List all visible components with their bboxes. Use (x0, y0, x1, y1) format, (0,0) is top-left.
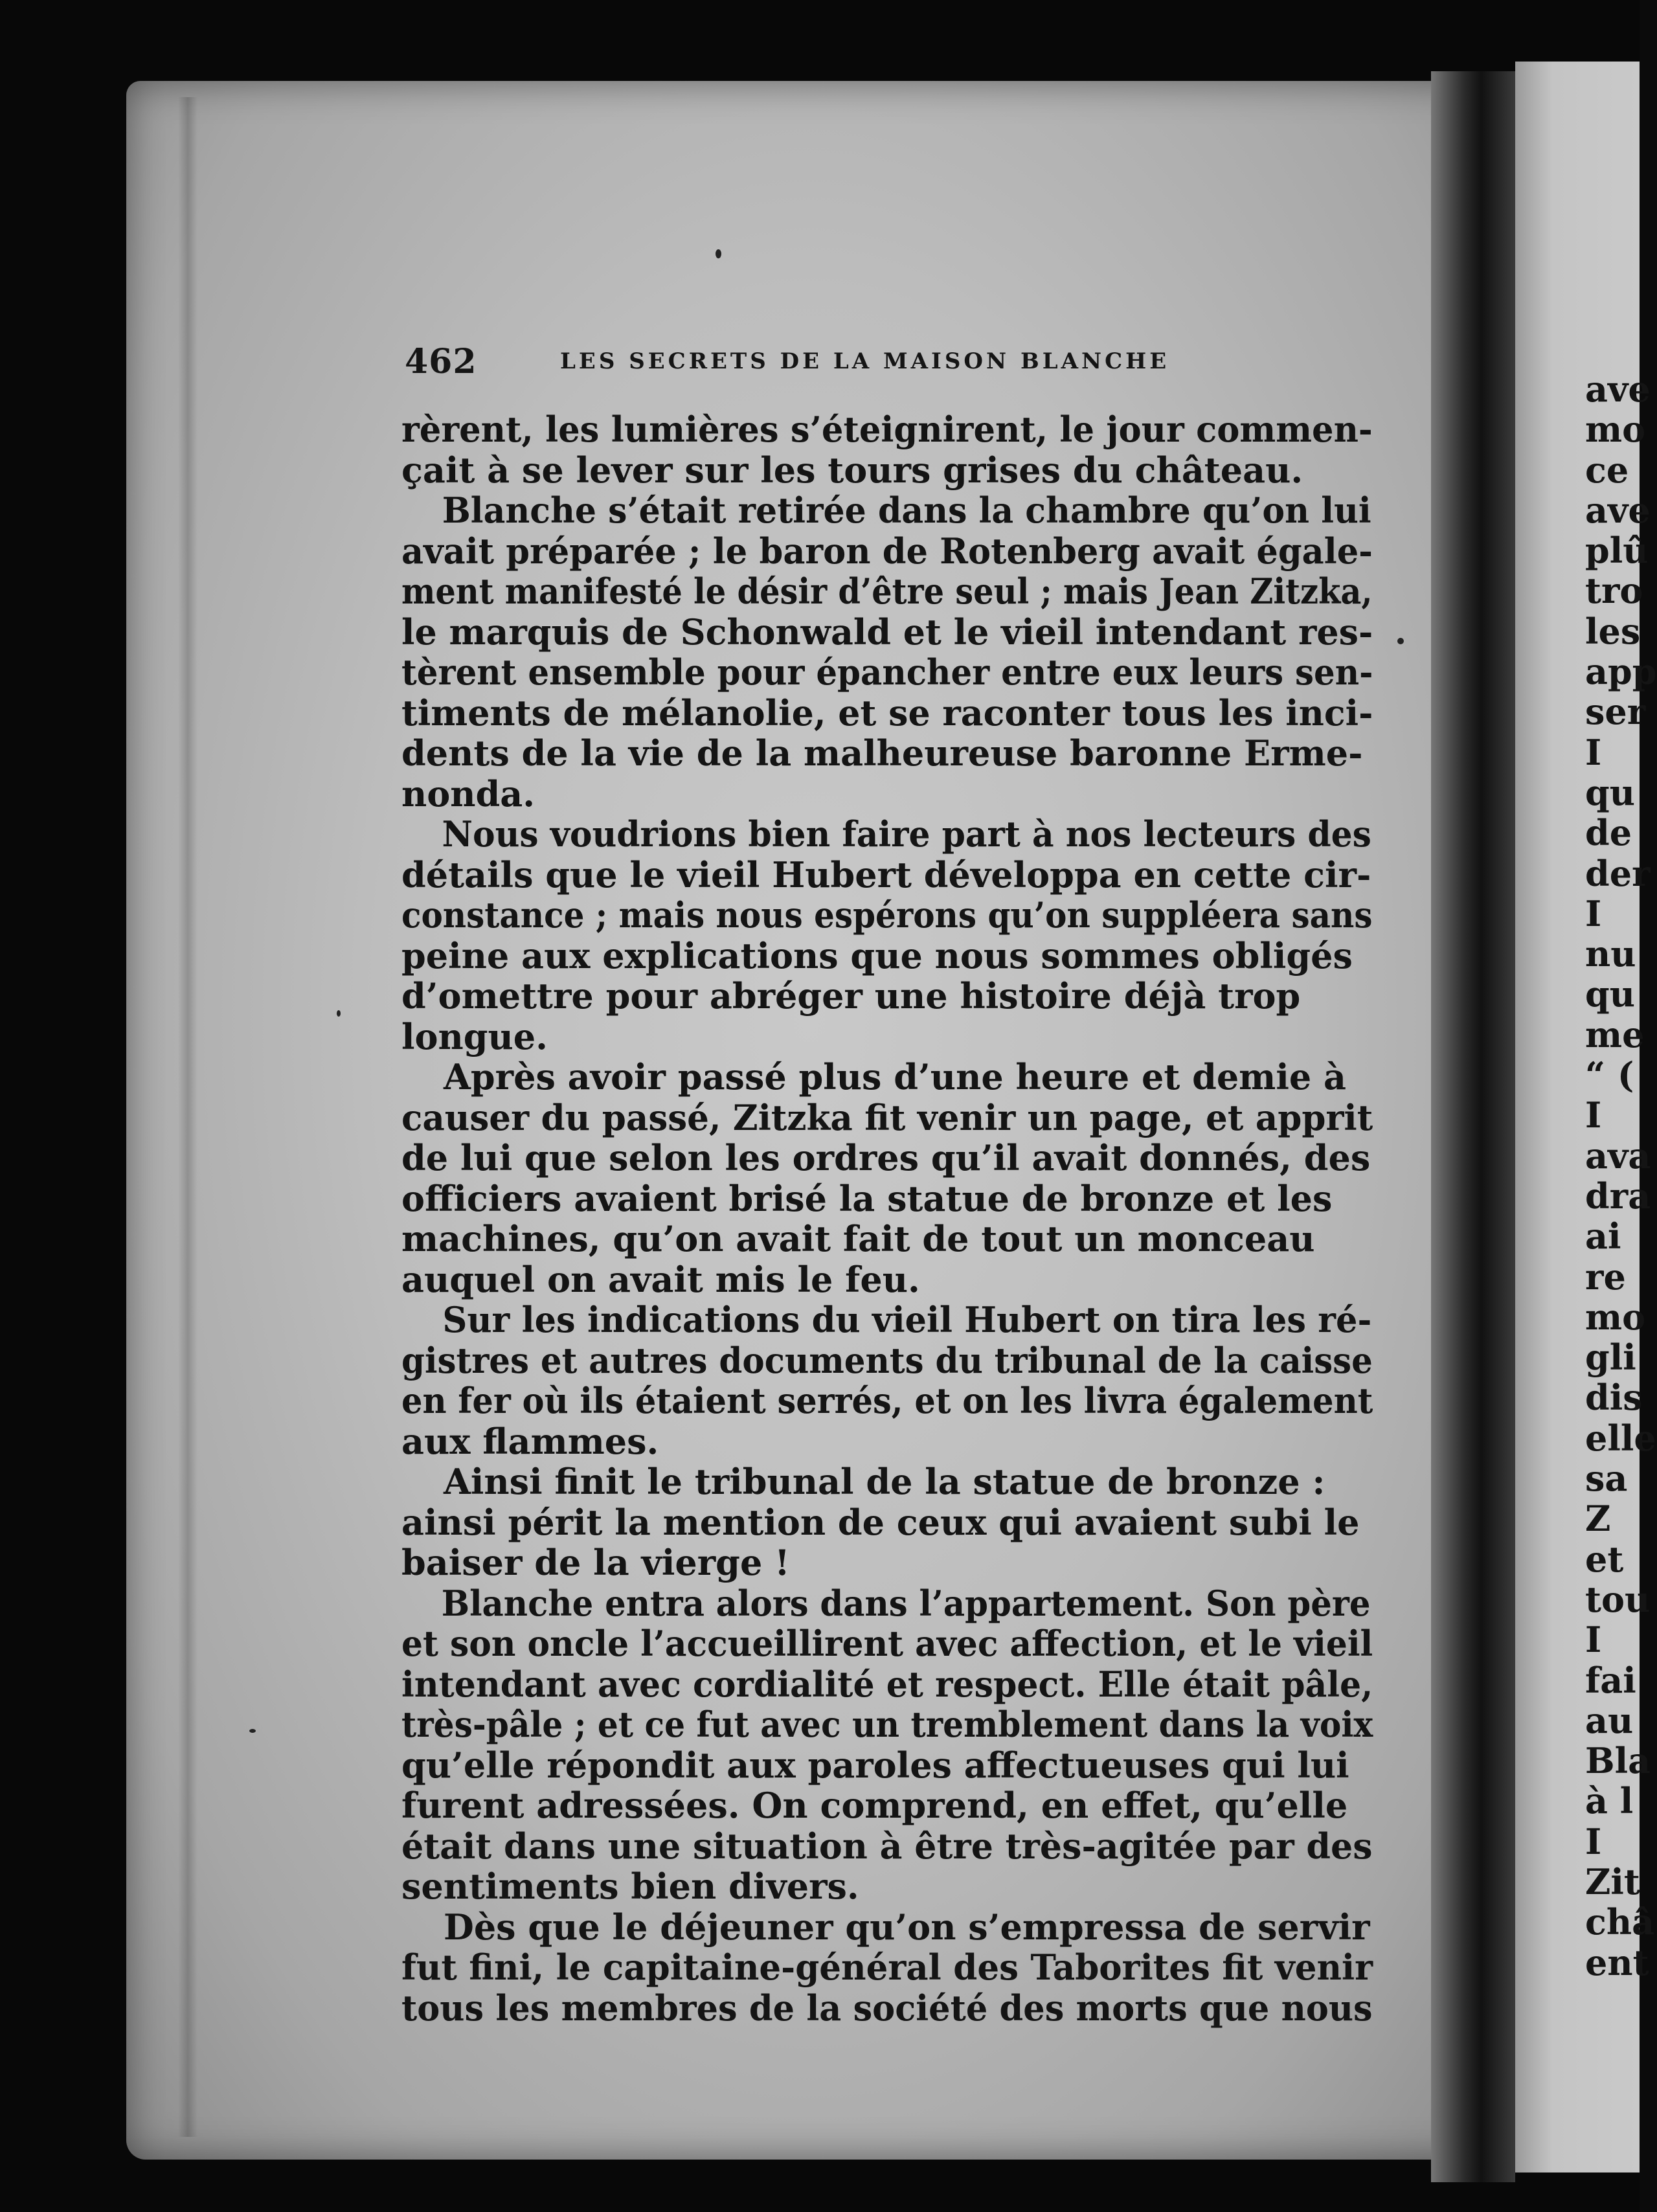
text-line: était dans une situation à être très-agitée par des (401, 1825, 1373, 1867)
dust-speck (337, 1010, 341, 1017)
facing-text-fragment: qu (1585, 973, 1636, 1015)
facing-text-fragment: Zit (1585, 1860, 1640, 1902)
text-line: Ainsi finit le tribunal de la statue de bronze : (444, 1461, 1325, 1502)
facing-text-fragment: les (1585, 610, 1641, 652)
text-line: et son oncle l’accueillirent avec affection, et le vieil (401, 1623, 1373, 1664)
facing-text-fragment: à l (1585, 1780, 1634, 1822)
text-line: auquel on avait mis le feu. (401, 1258, 920, 1300)
facing-text-fragment: tro (1585, 570, 1643, 612)
page-body-text (401, 409, 1373, 2028)
facing-text-fragment: I (1585, 1820, 1602, 1862)
text-line: ment manifesté le désir d’être seul ; mais Jean Zitzka, (401, 570, 1373, 612)
running-head (405, 342, 1240, 381)
facing-text-fragment: dis (1585, 1377, 1643, 1419)
text-line: fut fini, le capitaine-général des Taborites fit venir (401, 1947, 1373, 1988)
facing-text-fragment: dra (1585, 1175, 1651, 1217)
text-line: dents de la vie de la malheureuse baronne Erme- (401, 732, 1363, 774)
facing-text-fragment: Z (1585, 1498, 1611, 1540)
text-line: aux flammes. (401, 1420, 659, 1462)
facing-text-fragment: ava (1585, 1134, 1651, 1177)
text-line: causer du passé, Zitzka fit venir un page, et apprit (401, 1096, 1373, 1138)
text-line: qu’elle répondit aux paroles affectueuses qui lui (401, 1744, 1349, 1786)
text-line: timents de mélanolie, et se raconter tous les inci- (401, 692, 1373, 734)
facing-text-fragment: fai (1585, 1659, 1636, 1701)
dust-speck (1397, 638, 1404, 644)
text-line: très-pâle ; et ce fut avec un tremblement dans la voix (401, 1704, 1373, 1745)
text-line: ainsi périt la mention de ceux qui avaient subi le (401, 1501, 1360, 1543)
text-line: machines, qu’on avait fait de tout un monceau (401, 1218, 1315, 1259)
page-edge-shadow (178, 97, 197, 2137)
dust-speck (716, 249, 721, 258)
text-line: baiser de la vierge ! (401, 1542, 790, 1583)
facing-text-fragment: ent (1585, 1941, 1649, 1983)
facing-text-fragment: “ ( (1585, 1054, 1634, 1096)
running-title: LES SECRETS DE LA MAISON BLANCHE (560, 348, 1170, 374)
facing-text-fragment: app (1585, 651, 1657, 693)
text-line: constance ; mais nous espérons qu’on suppléera sans (401, 894, 1373, 936)
facing-text-fragment: Bla (1585, 1740, 1651, 1782)
text-line: détails que le vieil Hubert développa en cette cir- (401, 853, 1371, 896)
text-line: peine aux explications que nous sommes obligés (401, 934, 1353, 976)
facing-text-fragment: I (1585, 731, 1602, 773)
facing-text-fragment: me (1585, 1013, 1645, 1055)
text-line: Nous voudrions bien faire part à nos lecteurs des (442, 813, 1371, 855)
facing-text-fragment: ce (1585, 449, 1629, 491)
text-line: gistres et autres documents du tribunal de la caisse (401, 1339, 1373, 1381)
facing-text-fragment: et (1585, 1538, 1624, 1580)
facing-text-fragment: I (1585, 892, 1602, 934)
facing-text-fragment: plû (1585, 530, 1649, 572)
facing-text-fragment: sa (1585, 1458, 1628, 1500)
facing-text-fragment: I (1585, 1619, 1602, 1661)
facing-text-fragment: gli (1585, 1337, 1636, 1379)
text-line: longue. (401, 1015, 548, 1057)
dust-speck (249, 1729, 256, 1733)
facing-text-fragment: tou (1585, 1578, 1651, 1620)
facing-text-fragment: au (1585, 1699, 1634, 1741)
text-line: nonda. (401, 773, 535, 815)
text-line: tèrent ensemble pour épancher entre eux leurs sen- (401, 651, 1373, 693)
text-line: de lui que selon les ordres qu’il avait donnés, des (401, 1137, 1371, 1179)
facing-text-fragment: ser (1585, 691, 1646, 733)
facing-text-fragment: elle (1585, 1417, 1656, 1459)
text-line: Sur les indications du vieil Hubert on tira les ré- (442, 1299, 1372, 1340)
text-line: furent adressées. On comprend, en effet, qu’elle (401, 1785, 1348, 1826)
facing-text-fragment: ai (1585, 1215, 1621, 1258)
text-line: Blanche s’était retirée dans la chambre qu’on lui (442, 490, 1371, 531)
facing-text-fragment: mo (1585, 409, 1646, 451)
facing-text-fragment: ave (1585, 368, 1651, 410)
facing-text-fragment: châ (1585, 1901, 1655, 1943)
text-line: Dès que le déjeuner qu’on s’empressa de servir (444, 1906, 1370, 1948)
text-line: tous les membres de la société des morts que nous (401, 1987, 1373, 2029)
text-line: officiers avaient brisé la statue de bronze et les (401, 1177, 1333, 1219)
facing-text-fragment: ave (1585, 489, 1651, 531)
facing-text-fragment: de (1585, 812, 1632, 854)
facing-text-fragment: I (1585, 1094, 1602, 1136)
facing-text-fragment: der (1585, 852, 1651, 894)
text-line: Après avoir passé plus d’une heure et demie à (444, 1056, 1346, 1098)
text-line: le marquis de Schonwald et le vieil intendant res- (401, 611, 1373, 653)
text-line: d’omettre pour abréger une histoire déjà trop (401, 975, 1301, 1017)
facing-text-fragment: re (1585, 1256, 1626, 1298)
facing-page-text (1585, 369, 1657, 1983)
facing-text-fragment: mo (1585, 1296, 1646, 1338)
facing-text-fragment: nu (1585, 933, 1636, 975)
text-line: Blanche entra alors dans l’appartement. Son père (441, 1582, 1371, 1624)
text-line: sentiments bien divers. (401, 1866, 859, 1907)
text-line: avait préparée ; le baron de Rotenberg avait égale- (401, 530, 1373, 572)
text-line: en fer où ils étaient serrés, et on les livra également (401, 1380, 1373, 1421)
text-line: intendant avec cordialité et respect. Elle était pâle, (401, 1663, 1373, 1705)
text-line: rèrent, les lumières s’éteignirent, le jour commen- (401, 409, 1373, 450)
facing-text-fragment: qu (1585, 771, 1636, 813)
text-line: çait à se lever sur les tours grises du château. (401, 449, 1303, 491)
page-number: 462 (405, 342, 477, 381)
book-gutter (1431, 71, 1515, 2182)
